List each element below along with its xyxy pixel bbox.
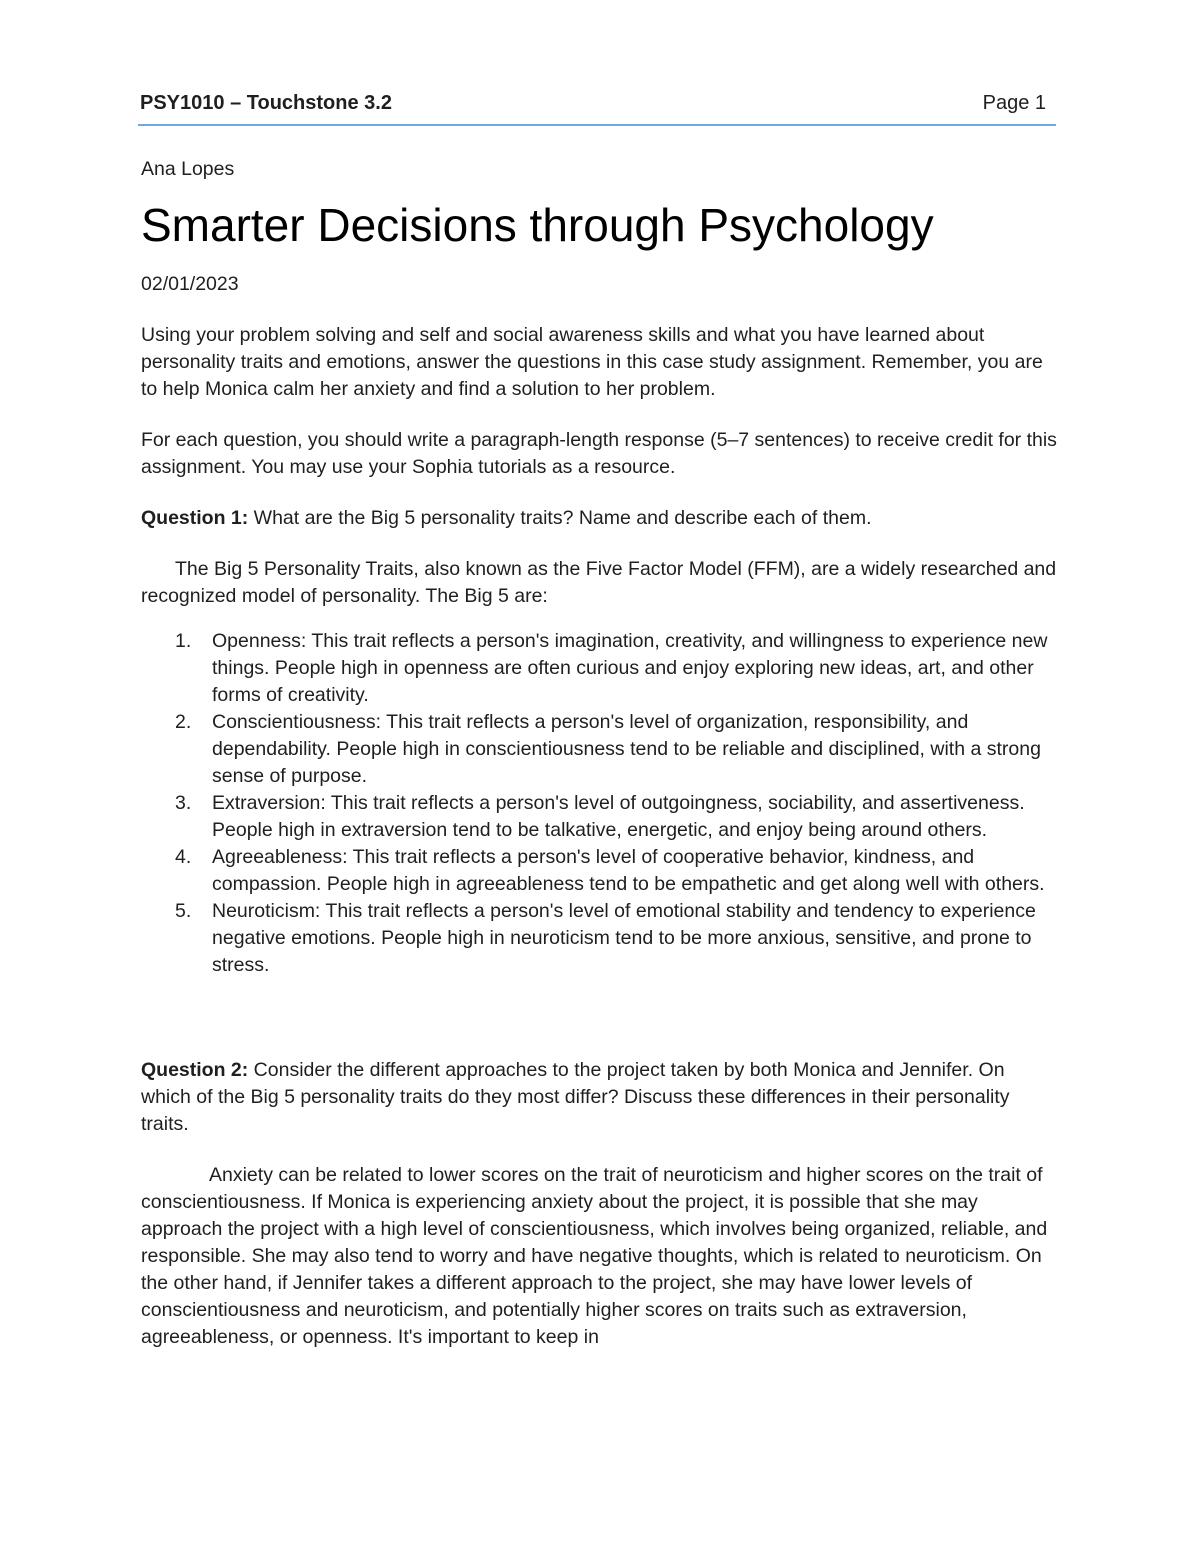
list-item xyxy=(141,709,1059,790)
list-item-number: 5. xyxy=(175,900,192,922)
list-item-number: 2. xyxy=(175,711,192,733)
list-item-number: 1. xyxy=(175,630,192,652)
page-number: Page 1 xyxy=(982,92,1046,114)
answer-1-intro: The Big 5 Personality Traits, also known as the Five Factor Model (FFM), are a widely researched and recognized model of personality. The Big 5 are: xyxy=(141,558,1057,607)
question-2 xyxy=(141,1057,1059,1138)
list-item-text: Neuroticism: This trait reflects a person's level of emotional stability and tendency to experience negative emotions. People high in neuroticism tend to be more anxious, sensitive, and prone to stress. xyxy=(212,900,1036,976)
list-item-number: 3. xyxy=(175,792,192,814)
intro-paragraph-1: Using your problem solving and self and social awareness skills and what you have learned about personality traits and emotions, answer the questions in this case study assignment. Remember, you are to help Monica calm her anxiety and find a solution to her problem. xyxy=(141,324,1043,400)
list-item-number: 4. xyxy=(175,846,192,868)
list-item-text: Conscientiousness: This trait reflects a person's level of organization, responsibility, and dependability. People high in conscientiousness tend to be reliable and disciplined, with a strong sense of purpose. xyxy=(212,711,1041,787)
list-item xyxy=(141,844,1059,898)
list-item xyxy=(141,898,1059,979)
header-title: PSY1010 – Touchstone 3.2 xyxy=(140,92,392,114)
spacer xyxy=(141,979,1059,1057)
page-header xyxy=(138,90,1056,126)
list-item-text: Openness: This trait reflects a person's imagination, creativity, and willingness to experience new things. People high in openness are often curious and enjoy exploring new ideas, art, and other forms of creativity. xyxy=(212,630,1048,706)
question-1-text: What are the Big 5 personality traits? Name and describe each of them. xyxy=(248,507,872,529)
question-2-label: Question 2: xyxy=(141,1059,249,1081)
question-1-label: Question 1: xyxy=(141,507,249,529)
author-name: Ana Lopes xyxy=(141,158,235,180)
list-item-text: Extraversion: This trait reflects a person's level of outgoingness, sociability, and assertiveness. People high in extraversion tend to be talkative, energetic, and enjoy being around others. xyxy=(212,792,1025,841)
question-2-text: Consider the different approaches to the project taken by both Monica and Jennifer. On which of the Big 5 personality traits do they most differ? Discuss these differences in their personality traits. xyxy=(141,1059,1010,1135)
list-item-text: Agreeableness: This trait reflects a person's level of cooperative behavior, kindness, and compassion. People high in agreeableness tend to be empathetic and get along well with others. xyxy=(212,846,1045,895)
document-title: Smarter Decisions through Psychology xyxy=(141,199,934,251)
intro-paragraph-2: For each question, you should write a paragraph-length response (5–7 sentences) to receive credit for this assignment. You may use your Sophia tutorials as a resource. xyxy=(141,429,1057,478)
big-five-list xyxy=(141,628,1059,979)
question-1 xyxy=(141,505,1059,532)
document-date: 02/01/2023 xyxy=(141,273,239,295)
document-body xyxy=(141,156,1059,1375)
answer-2: Anxiety can be related to lower scores on the trait of neuroticism and higher scores on the trait of conscientiousness. If Monica is experiencing anxiety about the project, it is possible that she may approach the project with a high level of conscientiousness, which involves being organized, reliable, and responsible. She may also tend to worry and have negative thoughts, which is related to neuroticism. On the other hand, if Jennifer takes a different approach to the project, she may have lower levels of conscientiousness and neuroticism, and potentially higher scores on traits such as extraversion, agreeableness, or openness. It's important to keep in xyxy=(141,1164,1048,1348)
list-item xyxy=(141,628,1059,709)
list-item xyxy=(141,790,1059,844)
